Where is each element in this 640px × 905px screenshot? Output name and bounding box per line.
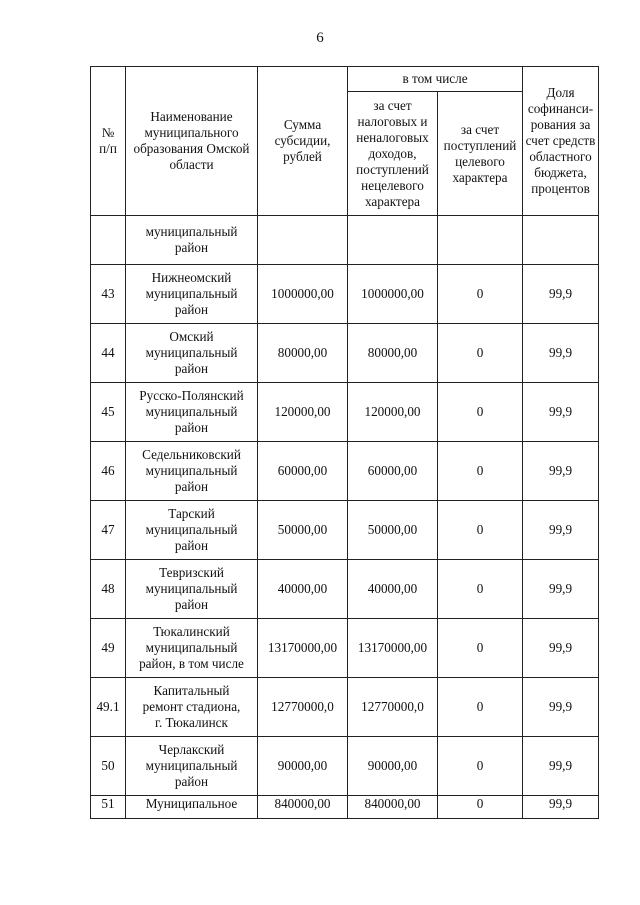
cell-col-b: 0: [438, 737, 523, 796]
cell-name: Седельниковский муниципальный район: [126, 442, 258, 501]
header-num: № п/п: [91, 67, 126, 216]
cell-col-a: [348, 216, 438, 265]
header-row-1: [91, 67, 599, 92]
cell-num: 46: [91, 442, 126, 501]
cell-col-a: 60000,00: [348, 442, 438, 501]
cell-num: 45: [91, 383, 126, 442]
cell-sum: 12770000,0: [258, 678, 348, 737]
cell-col-b: 0: [438, 560, 523, 619]
cell-col-b: 0: [438, 442, 523, 501]
table-row: [91, 324, 599, 383]
cell-name: муниципальный район: [126, 216, 258, 265]
cell-col-a: 840000,00: [348, 796, 438, 819]
cell-name: Русско-Полянский муниципальный район: [126, 383, 258, 442]
cell-name: Нижнеомский муниципальный район: [126, 265, 258, 324]
cell-share: 99,9: [523, 796, 599, 819]
cell-num: 48: [91, 560, 126, 619]
cell-num: 43: [91, 265, 126, 324]
cell-col-b: 0: [438, 324, 523, 383]
header-sub-b: за счет поступлений целевого характера: [438, 92, 523, 216]
cell-num: 50: [91, 737, 126, 796]
cell-sum: [258, 216, 348, 265]
cell-share: 99,9: [523, 619, 599, 678]
subsidy-table: [90, 66, 599, 819]
cell-share: 99,9: [523, 265, 599, 324]
cell-sum: 840000,00: [258, 796, 348, 819]
table-row: [91, 619, 599, 678]
cell-share: 99,9: [523, 560, 599, 619]
cell-share: 99,9: [523, 678, 599, 737]
cell-num: 51: [91, 796, 126, 819]
cell-share: 99,9: [523, 737, 599, 796]
cell-col-b: 0: [438, 501, 523, 560]
cell-share: 99,9: [523, 442, 599, 501]
header-sum: Сумма субсидии, рублей: [258, 67, 348, 216]
cell-name: Тевризский муниципальный район: [126, 560, 258, 619]
cell-sum: 40000,00: [258, 560, 348, 619]
table-row: [91, 383, 599, 442]
continuation-row: [91, 216, 599, 265]
cell-col-a: 50000,00: [348, 501, 438, 560]
table-row: [91, 265, 599, 324]
cell-share: 99,9: [523, 324, 599, 383]
header-share: Доля софинанси- рования за счет средств областного бюджета, процентов: [523, 67, 599, 216]
cell-col-b: 0: [438, 619, 523, 678]
cell-share: [523, 216, 599, 265]
table-row: [91, 737, 599, 796]
cell-share: 99,9: [523, 501, 599, 560]
cell-col-b: [438, 216, 523, 265]
page-number: 6: [316, 30, 324, 46]
cell-sum: 50000,00: [258, 501, 348, 560]
cell-col-a: 80000,00: [348, 324, 438, 383]
cell-sum: 80000,00: [258, 324, 348, 383]
table-row: [91, 442, 599, 501]
cell-sum: 60000,00: [258, 442, 348, 501]
table-row: [91, 678, 599, 737]
cell-name: Капитальный ремонт стадиона, г. Тюкалинск: [126, 678, 258, 737]
cell-num: [91, 216, 126, 265]
cell-name: Тюкалинский муниципальный район, в том числе: [126, 619, 258, 678]
cell-sum: 120000,00: [258, 383, 348, 442]
cell-col-a: 40000,00: [348, 560, 438, 619]
cell-name: Тарский муниципальный район: [126, 501, 258, 560]
cell-col-a: 90000,00: [348, 737, 438, 796]
table-row-last: [91, 796, 599, 819]
cell-col-a: 120000,00: [348, 383, 438, 442]
cell-num: 49: [91, 619, 126, 678]
cell-col-a: 1000000,00: [348, 265, 438, 324]
cell-name: Омский муниципальный район: [126, 324, 258, 383]
cell-name: Черлакский муниципальный район: [126, 737, 258, 796]
cell-sum: 13170000,00: [258, 619, 348, 678]
header-name: Наименование муниципального образования Омской области: [126, 67, 258, 216]
table-row: [91, 501, 599, 560]
cell-col-b: 0: [438, 383, 523, 442]
cell-sum: 90000,00: [258, 737, 348, 796]
cell-col-b: 0: [438, 796, 523, 819]
cell-name: Муниципальное: [126, 796, 258, 819]
cell-num: 44: [91, 324, 126, 383]
header-including: в том числе: [348, 67, 523, 92]
table-row: [91, 560, 599, 619]
cell-num: 47: [91, 501, 126, 560]
cell-share: 99,9: [523, 383, 599, 442]
header-sub-a: за счет налоговых и неналоговых доходов, поступлений нецелевого характера: [348, 92, 438, 216]
cell-col-a: 12770000,0: [348, 678, 438, 737]
cell-sum: 1000000,00: [258, 265, 348, 324]
cell-col-b: 0: [438, 265, 523, 324]
cell-col-b: 0: [438, 678, 523, 737]
cell-col-a: 13170000,00: [348, 619, 438, 678]
cell-num: 49.1: [91, 678, 126, 737]
